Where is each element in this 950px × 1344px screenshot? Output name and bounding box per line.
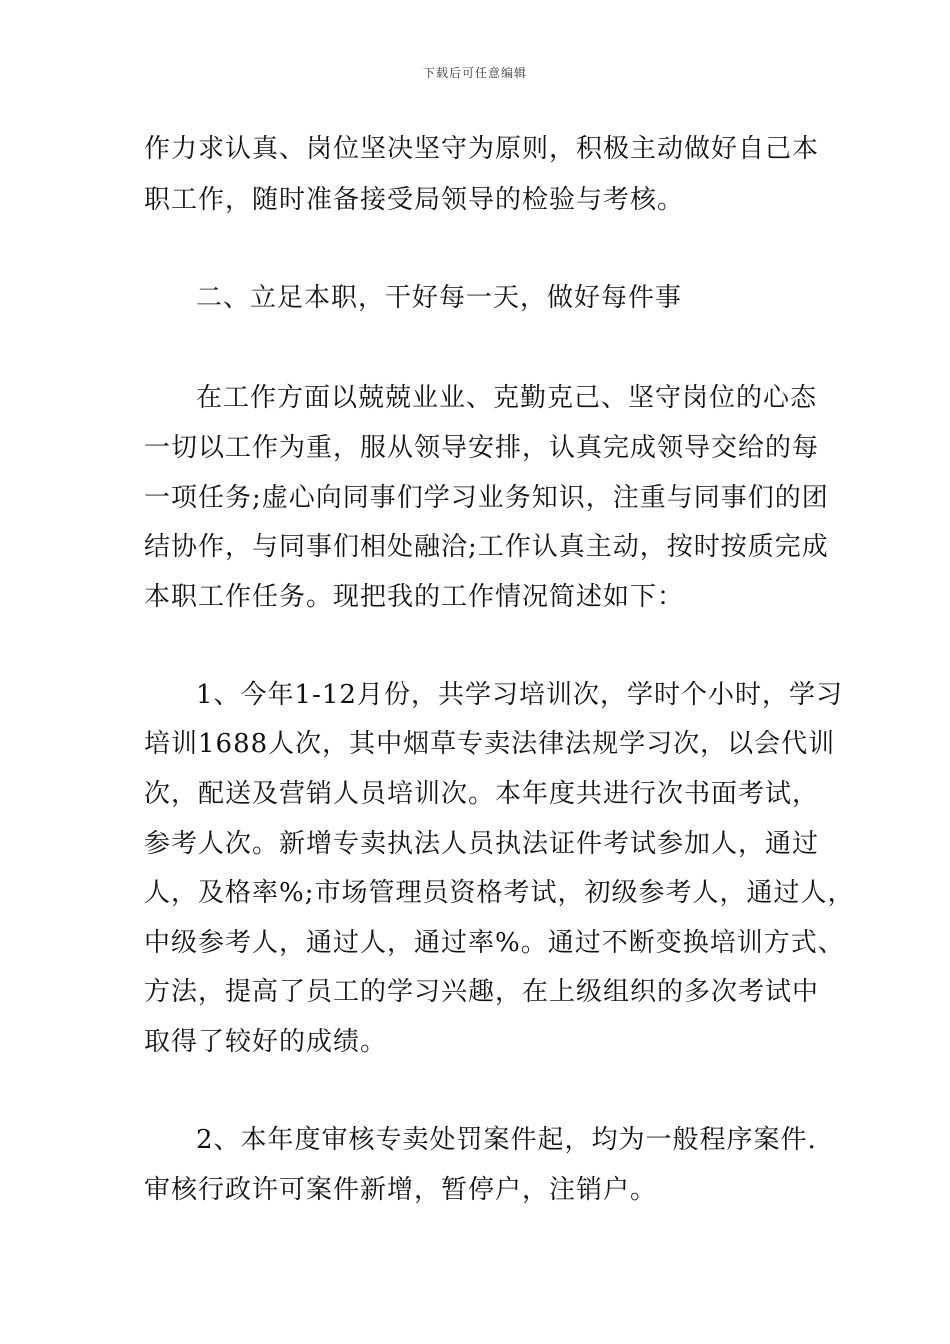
paragraph-line: 人，及格率%;市场管理员资格考试，初级参考人，通过人，	[144, 878, 855, 908]
paragraph-line: 审核行政许可案件新增，暂停户，注销户。	[144, 1175, 658, 1205]
paragraph-line: 本职工作任务。现把我的工作情况简述如下：	[144, 582, 685, 612]
paragraph-line: 方法，提高了员工的学习兴趣，在上级组织的多次考试中	[144, 977, 820, 1007]
section-heading: 二、立足本职，干好每一天，做好每件事	[196, 283, 683, 313]
paragraph-line: 作力求认真、岗位坚决坚守为原则，积极主动做好自己本	[144, 134, 820, 164]
header-note: 下载后可任意编辑	[422, 66, 527, 80]
paragraph-line: 取得了较好的成绩。	[144, 1027, 388, 1057]
paragraph-line: 中级参考人，通过人，通过率%。通过不断变换培训方式、	[144, 928, 845, 958]
paragraph-line: 职工作，随时准备接受局领导的检验与考核。	[144, 185, 685, 215]
paragraph-line: 一项任务;虚心向同事们学习业务知识，注重与同事们的团	[144, 483, 829, 513]
paragraph-line: 2、本年度审核专卖处罚案件起，均为一般程序案件.	[196, 1125, 817, 1155]
paragraph-line: 培训1688人次，其中烟草专卖法律法规学习次，以会代训	[144, 729, 836, 759]
paragraph-line: 一切以工作为重，服从领导安排，认真完成领导交给的每	[144, 433, 820, 463]
paragraph-line: 参考人次。新增专卖执法人员执法证件考试参加人，通过	[144, 829, 820, 859]
paragraph-line: 次，配送及营销人员培训次。本年度共进行次书面考试，	[144, 779, 820, 809]
paragraph-line: 在工作方面以兢兢业业、克勤克己、坚守岗位的心态	[196, 383, 818, 413]
paragraph-line: 1、今年1-12月份，共学习培训次，学时个小时，学习	[196, 680, 843, 710]
paragraph-line: 结协作，与同事们相处融洽;工作认真主动，按时按质完成	[144, 532, 829, 562]
